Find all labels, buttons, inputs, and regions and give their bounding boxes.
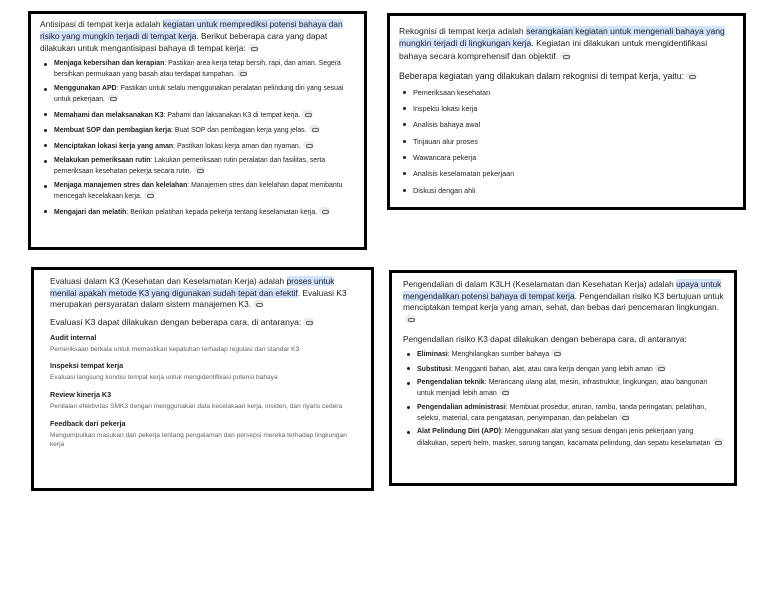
list-item: Substitusi: Mengganti bahan, alat, atau cara kerja dengan yang lebih aman xyxy=(403,364,726,375)
source-link-icon[interactable] xyxy=(405,315,416,323)
list-item: Menjaga kebersihan dan kerapian: Pastikan area kerja tetap bersih, rapi, dan aman. Segera bersihkan permukaan yang basah atau terdapat tumpahan. xyxy=(40,59,356,80)
antisipasi-highlight: kegiatan untuk memprediksi potensi bahaya dan risiko yang mungkin terjadi di tempat kerja xyxy=(40,19,343,41)
rekognisi-intro: Rekognisi di tempat kerja adalah serangkaian kegiatan untuk mengenali bahaya yang mungkin terjadi di lingkungan kerja. Kegiatan ini dilakukan untuk mengidentifikasi bahaya secara komprehensif dan objektif. xyxy=(399,26,725,61)
source-link-icon[interactable] xyxy=(499,388,510,396)
list-item: Membuat SOP dan pembagian kerja: Buat SOP dan pembagian kerja yang jelas. xyxy=(40,125,356,136)
method-item xyxy=(50,333,363,355)
method-title: Inspeksi tempat kerja xyxy=(50,361,124,371)
source-link-icon[interactable] xyxy=(712,438,723,446)
evaluasi-intro: Evaluasi dalam K3 (Kesehatan dan Keselamatan Kerja) adalah proses untuk menilai apakah metode K3 yang digunakan sudah tepat dan efektif. Evaluasi K3 merupakan persyaratan dalam sistem manajemen K3. xyxy=(50,276,347,310)
evaluasi-panel xyxy=(31,267,374,491)
list-item: Eliminasi: Menghilangkan sumber bahaya xyxy=(403,349,726,360)
method-item xyxy=(50,390,363,412)
list-item: Melakukan pemeriksaan rutin: Lakukan pemeriksaan rutin peralatan dan fasilitas, serta pemeriksaan kesehatan pekerja secara rutin. xyxy=(40,156,356,177)
list-item: Analisis keselamatan pekerjaan xyxy=(399,168,734,179)
list-item: Pengendalian administrasi: Membuat prosedur, aturan, rambu, tanda peringatan, pelatihan, seleksi, material, cara pengatasan, penyimpanan, dan pelabelan xyxy=(403,403,726,424)
antisipasi-intro: Antisipasi di tempat kerja adalah kegiatan untuk memprediksi potensi bahaya dan risiko yang mungkin terjadi di tempat kerja. Berikut beberapa cara yang dapat dilakukan untuk mengantisipasi bahaya di tempat kerja: xyxy=(40,19,343,53)
source-link-icon[interactable] xyxy=(309,125,320,133)
list-item: Alat Pelindung Diri (APD): Menggunakan alat yang sesuai dengan jenis pekerjaan yang dilakukan, seperti helm, masker, sarung tangan, kacamata pelindung, dan sepatu keselamatan xyxy=(403,427,726,448)
source-link-icon[interactable] xyxy=(686,72,697,80)
source-link-icon[interactable] xyxy=(303,141,314,149)
pengendalian-highlight: upaya untuk mengendalikan potensi bahaya di tempat kerja xyxy=(403,279,722,301)
method-title: Feedback dari pekerja xyxy=(50,418,126,428)
source-link-icon[interactable] xyxy=(560,52,571,60)
source-link-icon[interactable] xyxy=(302,110,313,118)
evaluasi-highlight: proses untuk menilai apakah metode K3 yang digunakan sudah tepat dan efektif xyxy=(50,276,335,298)
source-link-icon[interactable] xyxy=(619,413,630,421)
rekognisi-list xyxy=(399,87,734,196)
method-desc: Pemeriksaan berkala untuk memastikan kepatuhan terhadap regulasi dan standar K3 xyxy=(50,345,300,353)
list-item: Pengendalian teknik: Merancang ulang alat, mesin, infrastruktur, lingkungan, atau bangunan untuk menjadi lebih aman xyxy=(403,378,726,399)
list-item: Diskusi dengan ahli xyxy=(399,185,734,196)
pengendalian-panel xyxy=(389,270,737,486)
method-desc: Mengumpulkan masukan dari pekerja tentang pengalaman dan persepsi mereka terhadap lingkungan kerja xyxy=(50,431,347,449)
list-item: Tinjauan alur proses xyxy=(399,136,734,147)
list-item: Inspeksi lokasi kerja xyxy=(399,103,734,114)
pengendalian-lead: Pengendalian risiko K3 dapat dilakukan dengan beberapa cara, di antaranya: xyxy=(403,334,687,345)
source-link-icon[interactable] xyxy=(303,318,314,326)
pengendalian-intro: Pengendalian di dalam K3LH (Keselamatan dan Kesehatan Kerja) adalah upaya untuk mengendalikan potensi bahaya di tempat kerja. Pengendalian risiko K3 bertujuan untuk menciptakan tempat kerja yang aman, sehat, dan bebas dari pencemaran lingkungan. xyxy=(403,279,726,325)
rekognisi-lead: Beberapa kegiatan yang dilakukan dalam rekognisi di tempat kerja, yaitu: xyxy=(399,71,734,81)
antisipasi-list xyxy=(40,59,356,217)
source-link-icon[interactable] xyxy=(144,191,155,199)
evaluasi-methods xyxy=(50,333,363,450)
method-item xyxy=(50,361,363,383)
method-desc: Penilaian efektivitas SMK3 dengan menggunakan data kecelakaan kerja, insiden, dan nyaris cedera xyxy=(50,402,343,410)
list-item: Menggunakan APD: Pastikan untuk selalu menggunakan peralatan pelindung diri yang sesuai untuk pekerjaan. xyxy=(40,84,356,105)
rekognisi-panel xyxy=(387,13,746,210)
method-desc: Evaluasi langsung kondisi tempat kerja untuk mengidentifikasi potensi bahaya xyxy=(50,374,278,382)
antisipasi-panel xyxy=(28,11,367,250)
method-item xyxy=(50,419,363,450)
list-item: Pemeriksaan kesehatan xyxy=(399,87,734,98)
list-item: Menjaga manajemen stres dan kelelahan: Manajemen stres dan kelelahan dapat membantu mencegah kecelakaan kerja. xyxy=(40,181,356,202)
rekognisi-highlight: serangkaian kegiatan untuk mengenali bahaya yang mungkin terjadi di lingkungan kerja xyxy=(399,26,725,49)
list-item: Wawancara pekerja xyxy=(399,152,734,163)
source-link-icon[interactable] xyxy=(319,207,330,215)
list-item: Mengajari dan melatih: Berikan pelatihan kepada pekerja tentang keselamatan kerja. xyxy=(40,207,356,218)
list-item: Menciptakan lokasi kerja yang aman: Pastikan lokasi kerja aman dan nyaman. xyxy=(40,141,356,152)
list-item: Memahami dan melaksanakan K3: Pahami dan laksanakan K3 di tempat kerja. xyxy=(40,110,356,121)
source-link-icon[interactable] xyxy=(551,349,562,357)
source-link-icon[interactable] xyxy=(253,300,264,308)
source-link-icon[interactable] xyxy=(655,364,666,372)
pengendalian-list xyxy=(403,349,726,448)
list-item: Analisis bahaya awal xyxy=(399,119,734,130)
method-title: Audit internal xyxy=(50,332,97,342)
source-link-icon[interactable] xyxy=(194,166,205,174)
source-link-icon[interactable] xyxy=(248,44,259,52)
source-link-icon[interactable] xyxy=(237,69,248,77)
source-link-icon[interactable] xyxy=(107,94,118,102)
evaluasi-lead: Evaluasi K3 dapat dilakukan dengan beberapa cara, di antaranya: xyxy=(50,317,363,327)
method-title: Review kinerja K3 xyxy=(50,389,112,399)
